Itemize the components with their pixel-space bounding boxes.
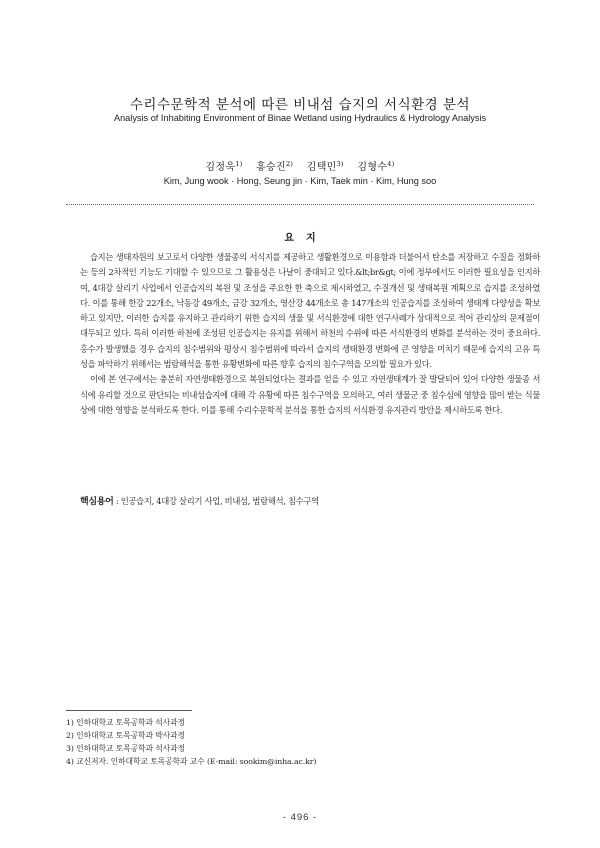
affiliation-mark: 1) xyxy=(235,160,243,168)
keywords-line xyxy=(80,494,540,507)
affiliation-mark: 3) xyxy=(336,160,344,168)
affiliation-mark: 4) xyxy=(387,160,395,168)
affiliation-mark: 2) xyxy=(285,160,294,168)
abstract-body xyxy=(80,250,540,418)
abstract-heading: 요지 xyxy=(284,233,328,244)
footnote-3: 3) 인하대학교 토목공학과 석사과정 xyxy=(66,744,185,754)
footnote-4: 4) 교신저자. 인하대학교 토목공학과 교수 (E-mail: sookim@inha.ac.kr) xyxy=(66,757,317,767)
author-name: 김택민 xyxy=(306,162,337,173)
page-number: - 496 - xyxy=(282,812,318,823)
authors-english: Kim, Jung wook · Hong, Seung jin · Kim, Taek min · Kim, Hung soo xyxy=(163,176,437,186)
header-divider xyxy=(66,204,534,205)
author-1 xyxy=(205,162,242,173)
authors-korean xyxy=(0,158,600,173)
author-2 xyxy=(256,162,293,173)
author-name: 홍승진 xyxy=(256,162,286,173)
footnote-2: 2) 인하대학교 토목공학과 박사과정 xyxy=(66,731,185,741)
footnotes xyxy=(66,716,536,768)
title-korean: 수리수문학적 분석에 따른 비내섬 습지의 서식환경 분석 xyxy=(129,97,471,113)
title-english: Analysis of Inhabiting Environment of Binae Wetland using Hydraulics & Hydrology Analysis xyxy=(113,113,487,123)
abstract-paragraph-1: 습지는 생태자원의 보고로서 다양한 생물종의 서식지를 제공하고 생활환경으로 이용함과 더불어서 탄소를 저장하고 수질을 정화하는 등의 2차적인 기능도 기대할 수 있으므로 그 활용성은 나날이 중대되고 있다.&lt;br&gt; 이에 정부에서도 이러한 필요성을 인지하여, 4대강 살리기 사업에서 인공습지의 복원 및 조성을 주요한 한 축으로 제시하였고, 수질개선 및 생태복원 계획으로 습지를 조성하였다. 이를 통해 한강 22개소, 낙동강 49개소, 금강 32개소, 영산강 44개소로 총 147개소의 인공습지를 조성하여 생태계 다양성을 확보하고 있지만, 이러한 습지를 유지하고 관리하기 위한 습지의 생물 및 서식환경에 대한 연구사례가 상대적으로 적어 관리상의 문제점이 대두되고 있다. 특히 이러한 하천에 조성된 인공습지는 유지를 위해서 하천의 수위에 따른 서식환경의 변화를 분석하는 것이 중요하다. 홍수가 발생했을 경우 습지의 침수범위와 평상시 침수범위에 따라서 습지의 생태환경 변화에 큰 영향을 미치기 때문에 습지의 고유 특성을 파악하기 위해서는 범람해석을 통한 유황변화에 따른 향후 습지의 침수구역을 모의할 필요가 있다. xyxy=(80,252,540,370)
author-4 xyxy=(357,162,394,173)
abstract-paragraph-2: 이에 본 연구에서는 충분히 자연생태환경으로 복원되었다는 결과를 얻을 수 있고 자연생태계가 잘 발달되어 있어 다양한 생물종 서식에 유리할 것으로 판단되는 비내섬습지에 대해 각 유황에 따른 침수구역을 모의하고, 여러 생물군 중 침수심에 영향을 많이 받는 식물상에 대한 영향을 분석하도록 한다. 이를 통해 수리수문학적 분석을 통한 습지의 서식환경 유지관리 방안을 제시하도록 한다. xyxy=(80,374,540,415)
author-name: 김형수 xyxy=(357,162,388,173)
author-3 xyxy=(307,162,344,173)
author-name: 김정욱 xyxy=(205,162,236,173)
footnote-divider xyxy=(66,710,192,711)
keywords-list: : 인공습지, 4대강 살리기 사업, 비내섬, 범람해석, 침수구역 xyxy=(113,496,319,506)
keywords-label: 핵심용어 xyxy=(80,497,114,507)
footnote-1: 1) 인하대학교 토목공학과 석사과정 xyxy=(66,718,185,727)
